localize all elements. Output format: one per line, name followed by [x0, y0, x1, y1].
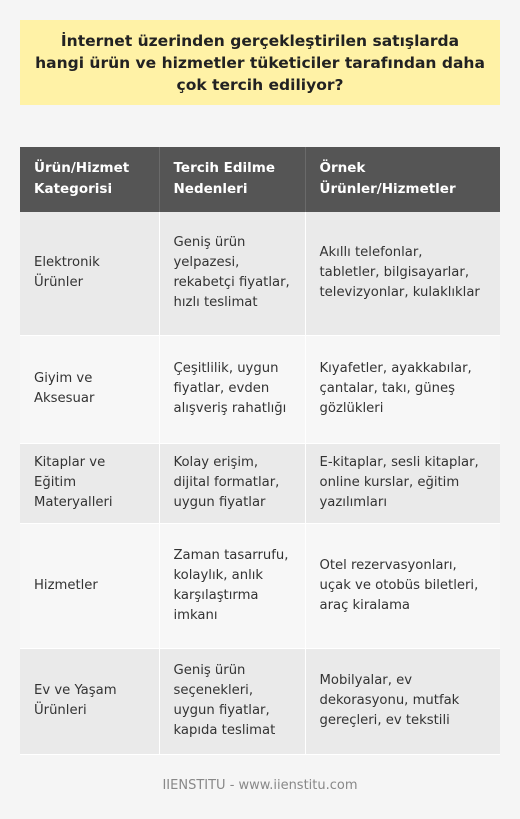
- cell-examples: Otel rezervasyonları, uçak ve otobüs biletleri, araç kiralama: [305, 523, 500, 648]
- table-row: [20, 443, 500, 523]
- cell-examples: E-kitaplar, sesli kitaplar, online kurslar, eğitim yazılımları: [305, 443, 500, 523]
- cell-examples: Kıyafetler, ayakkabılar, çantalar, takı, güneş gözlükleri: [305, 335, 500, 443]
- table-row: [20, 212, 500, 335]
- cell-reasons: Çeşitlilik, uygun fiyatlar, evden alışveriş rahatlığı: [159, 335, 305, 443]
- table-row: [20, 523, 500, 648]
- table-row: [20, 335, 500, 443]
- cell-examples: Akıllı telefonlar, tabletler, bilgisayarlar, televizyonlar, kulaklıklar: [305, 212, 500, 335]
- cell-category: Kitaplar ve Eğitim Materyalleri: [20, 443, 159, 523]
- cell-reasons: Geniş ürün seçenekleri, uygun fiyatlar, kapıda teslimat: [159, 648, 305, 754]
- cell-category: Ev ve Yaşam Ürünleri: [20, 648, 159, 754]
- cell-examples: Mobilyalar, ev dekorasyonu, mutfak gereçleri, ev tekstili: [305, 648, 500, 754]
- cell-category: Hizmetler: [20, 523, 159, 648]
- page-title: İnternet üzerinden gerçekleştirilen satışlarda hangi ürün ve hizmetler tüketiciler tarafından daha çok tercih ediliyor?: [35, 31, 485, 94]
- table-header-row: [20, 147, 500, 212]
- footer-credit: IIENSTITU - www.iienstitu.com: [162, 778, 358, 793]
- cell-category: Giyim ve Aksesuar: [20, 335, 159, 443]
- cell-category: Elektronik Ürünler: [20, 212, 159, 335]
- header-reasons: Tercih Edilme Nedenleri: [159, 147, 305, 212]
- table-row: [20, 648, 500, 754]
- title-box: [20, 20, 500, 105]
- cell-reasons: Geniş ürün yelpazesi, rekabetçi fiyatlar, hızlı teslimat: [159, 212, 305, 335]
- cell-reasons: Zaman tasarrufu, kolaylık, anlık karşılaştırma imkanı: [159, 523, 305, 648]
- header-examples: Örnek Ürünler/Hizmetler: [305, 147, 500, 212]
- comparison-table: [20, 147, 500, 755]
- header-category: Ürün/Hizmet Kategorisi: [20, 147, 159, 212]
- cell-reasons: Kolay erişim, dijital formatlar, uygun fiyatlar: [159, 443, 305, 523]
